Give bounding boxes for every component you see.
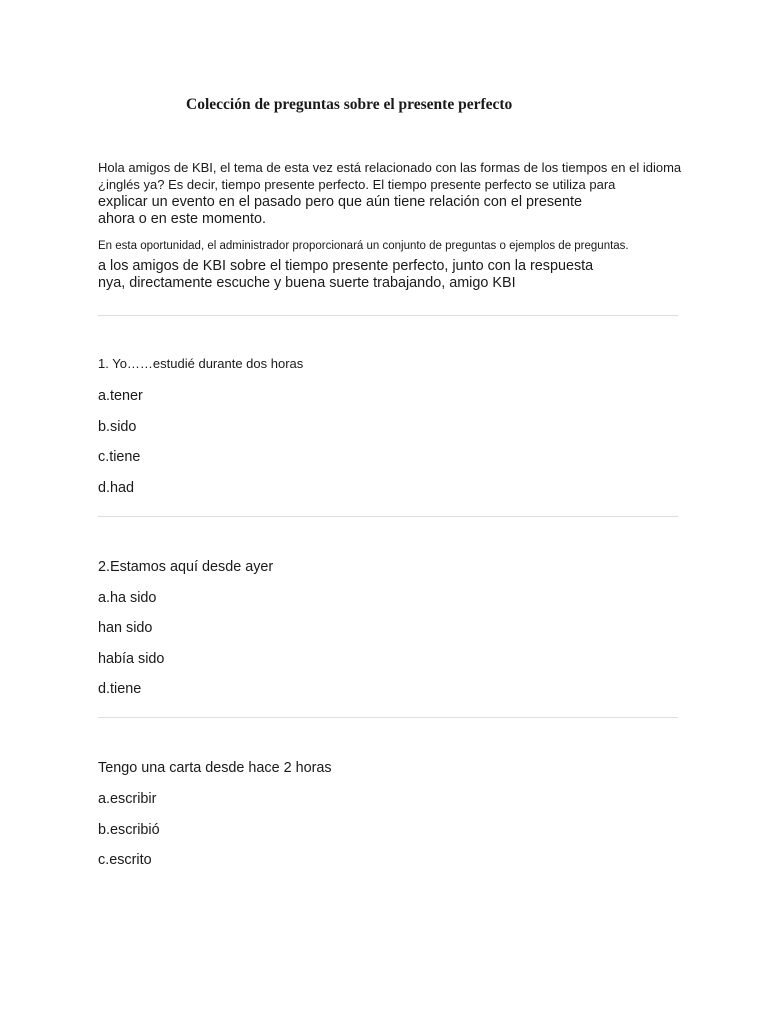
question-prompt: 1. Yo……estudié durante dos horas (98, 356, 304, 371)
answer-option: había sido (98, 651, 165, 667)
answer-option: han sido (98, 620, 153, 636)
intro-line: ¿inglés ya? Es decir, tiempo presente perfecto. El tiempo presente perfecto se utiliza para (98, 177, 616, 192)
intro-line: ahora o en este momento. (98, 211, 266, 227)
intro2-line: a los amigos de KBI sobre el tiempo presente perfecto, junto con la respuesta (98, 258, 594, 274)
intro-line: explicar un evento en el pasado pero que aún tiene relación con el presente (98, 194, 583, 210)
answer-option: a.tener (98, 388, 143, 404)
document-title: Colección de preguntas sobre el presente perfecto (186, 96, 513, 113)
section-divider (98, 717, 678, 718)
answer-option: b.sido (98, 419, 137, 435)
question-prompt: Tengo una carta desde hace 2 horas (98, 760, 332, 776)
intro2-line: nya, directamente escuche y buena suerte trabajando, amigo KBI (98, 275, 516, 291)
answer-option: c.tiene (98, 449, 141, 465)
answer-option: b.escribió (98, 822, 160, 838)
section-divider (98, 315, 678, 316)
intro2-line: En esta oportunidad, el administrador proporcionará un conjunto de preguntas o ejemplos de preguntas. (98, 240, 629, 252)
question-prompt: 2.Estamos aquí desde ayer (98, 559, 274, 575)
answer-option: a.escribir (98, 791, 157, 807)
answer-option: d.tiene (98, 681, 142, 697)
answer-option: d.had (98, 480, 135, 496)
section-divider (98, 516, 678, 517)
answer-option: c.escrito (98, 852, 152, 868)
answer-option: a.ha sido (98, 590, 157, 606)
intro-line: Hola amigos de KBI, el tema de esta vez está relacionado con las formas de los tiempos en el idioma (98, 160, 682, 175)
